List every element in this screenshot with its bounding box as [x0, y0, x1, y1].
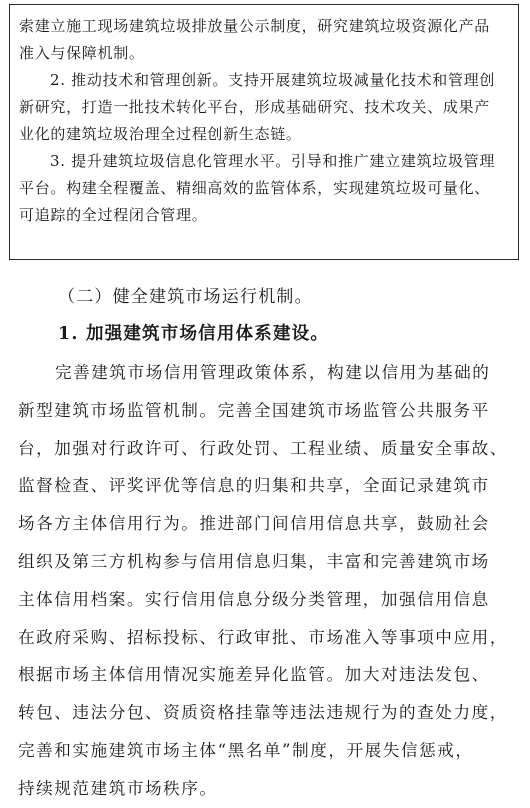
text-line: 2. 推动技术和管理创新。支持开展建筑垃圾减量化技术和管理创: [50, 71, 496, 89]
text-line: 在政府采购、招标投标、行政审批、市场准入等事项中应用，: [18, 627, 508, 647]
text-line: 新研究，打造一批技术转化平台，形成基础研究、技术攻关、成果产: [19, 98, 491, 116]
section-heading: （二）健全建筑市场运行机制。: [58, 287, 313, 307]
boxed-paragraph-1: [19, 13, 510, 67]
text-line: 3. 提升建筑垃圾信息化管理水平。引导和推广建立建筑垃圾管理: [50, 152, 496, 170]
text-line: 转包、违法分包、资质资格挂靠等违法违规行为的查处力度，: [18, 703, 508, 723]
text-line: 可追踪的全过程闭合管理。: [19, 206, 208, 224]
boxed-text-frame: [9, 4, 519, 260]
text-line: 索建立施工现场建筑垃圾排放量公示制度，研究建筑垃圾资源化产品: [19, 17, 491, 35]
text-line: 台，加强对行政许可、行政处罚、工程业绩、质量安全事故、: [18, 438, 508, 458]
text-line: 主体信用档案。实行信用信息分级分类管理，加强信用信息: [18, 589, 490, 609]
text-line: 完善建筑市场信用管理政策体系，构建以信用为基础的: [55, 363, 491, 382]
text-line: 场各方主体信用行为。推进部门间信用信息共享，鼓励社会: [18, 514, 490, 534]
text-line: 业化的建筑垃圾治理全过程创新生态链。: [19, 125, 302, 143]
text-line: 平台。构建全程覆盖、精细高效的监管体系，实现建筑垃圾可量化、: [19, 179, 491, 197]
boxed-paragraph-3: [19, 148, 510, 229]
text-line: 新型建筑市场监管机制。完善全国建筑市场监管公共服务平: [18, 400, 490, 420]
subsection-heading: 1. 加强建筑市场信用体系建设。: [58, 324, 330, 344]
text-line: 准入与保障机制。: [19, 44, 145, 62]
text-line: 持续规范建筑市场秩序。: [18, 778, 218, 798]
text-line: 根据市场主体信用情况实施差异化监管。加大对违法发包、: [18, 665, 490, 685]
text-line: 监督检查、评奖评优等信息的归集和共享，全面记录建筑市: [18, 476, 490, 496]
text-line: 完善和实施建筑市场主体“黑名单”制度，开展失信惩戒，: [18, 740, 474, 760]
boxed-paragraph-2: [19, 67, 510, 148]
text-line: 组织及第三方机构参与信用信息归集，丰富和完善建筑市场: [18, 551, 490, 571]
body-paragraph: [18, 354, 518, 808]
